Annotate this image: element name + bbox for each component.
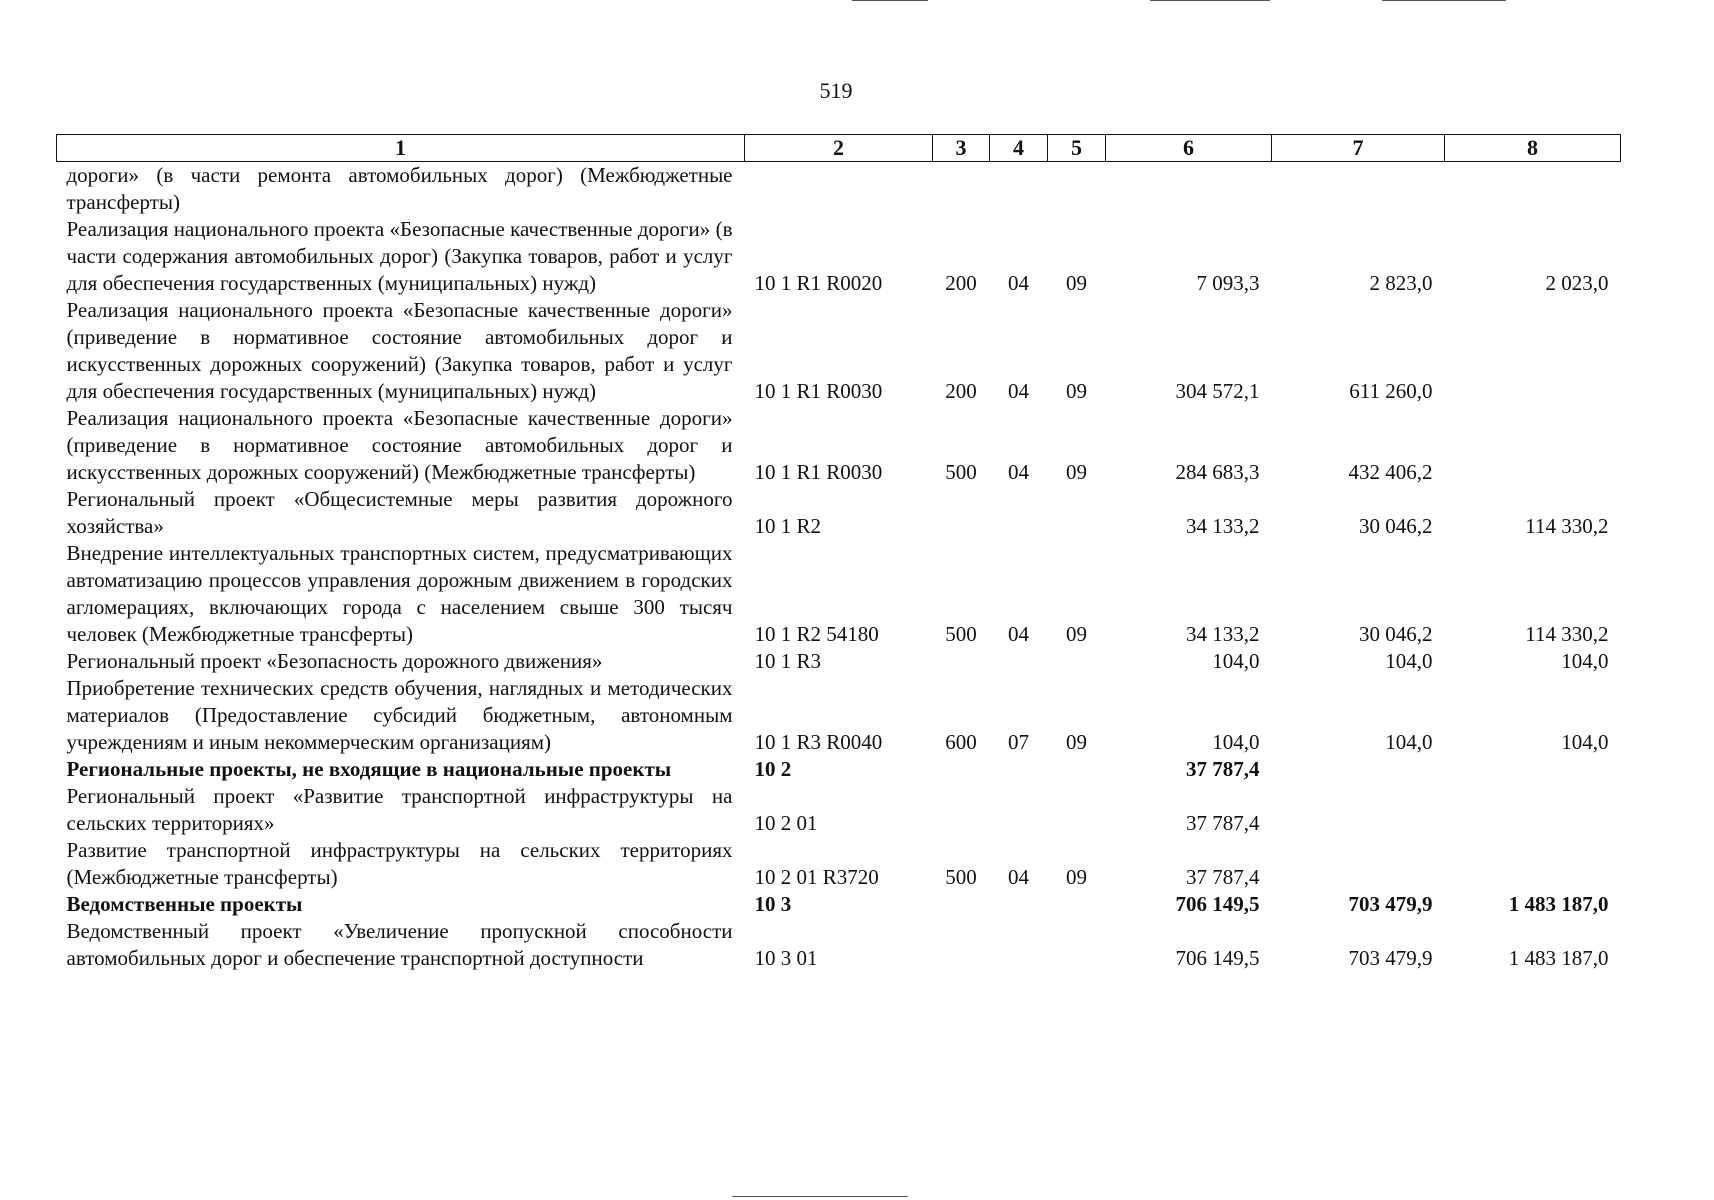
row-col-5 (1048, 918, 1106, 972)
row-col-3: 500 (945, 460, 977, 484)
row-value-6: 7 093,3 (1196, 271, 1260, 295)
row-value-8 (1445, 297, 1621, 405)
row-col-5 (1048, 648, 1106, 675)
row-col-4: 04 (1008, 460, 1029, 484)
row-value-6 (1106, 162, 1272, 217)
row-code: 10 1 R2 54180 (754, 622, 879, 646)
row-col-4 (990, 162, 1048, 217)
row-col-5: 09 (1066, 460, 1087, 484)
row-col-5: 09 (1066, 730, 1087, 754)
row-col-4 (990, 783, 1048, 837)
table-row (57, 648, 1621, 675)
row-code: 10 1 R3 R0040 (754, 730, 883, 754)
row-col-3: 500 (945, 622, 977, 646)
table-row (57, 216, 1621, 297)
column-header-5: 5 (1048, 135, 1106, 162)
row-value-7: 432 406,2 (1348, 460, 1433, 484)
row-value-7 (1272, 162, 1445, 217)
row-code: 10 1 R3 (754, 649, 822, 673)
row-value-7: 30 046,2 (1359, 622, 1433, 646)
row-value-6: 304 572,1 (1175, 379, 1260, 403)
row-col-5 (1048, 756, 1106, 783)
row-col-5 (1048, 783, 1106, 837)
row-value-8 (1445, 783, 1621, 837)
table-row (57, 918, 1621, 972)
row-col-4: 04 (1008, 865, 1029, 889)
row-col-5: 09 (1066, 622, 1087, 646)
table-row (57, 756, 1621, 783)
row-col-4: 04 (1008, 271, 1029, 295)
row-value-7: 104,0 (1385, 649, 1433, 673)
row-col-3 (933, 162, 990, 217)
row-col-3: 200 (945, 271, 977, 295)
row-value-6: 706 149,5 (1175, 946, 1260, 970)
row-code: 10 2 (754, 757, 792, 781)
row-value-8 (1445, 405, 1621, 486)
row-value-7: 611 260,0 (1349, 379, 1433, 403)
row-col-5: 09 (1066, 865, 1087, 889)
row-name: Региональный проект «Общесистемные меры развития дорожного хозяйства» (66, 487, 733, 538)
table-row (57, 486, 1621, 540)
row-value-6: 284 683,3 (1175, 460, 1260, 484)
row-col-3 (933, 891, 990, 918)
table-row (57, 837, 1621, 891)
row-col-3 (933, 648, 990, 675)
row-name: Развитие транспортной инфраструктуры на сельских территориях (Межбюджетные трансферты) (66, 838, 733, 889)
row-col-3: 600 (945, 730, 977, 754)
row-col-4: 04 (1008, 622, 1029, 646)
row-code: 10 1 R1 R0030 (754, 460, 883, 484)
row-value-8 (1445, 837, 1621, 891)
row-value-6: 34 133,2 (1186, 514, 1260, 538)
row-name: Ведомственный проект «Увеличение пропускной способности автомобильных дорог и обеспечение транспортной доступности (66, 919, 733, 970)
row-code: 10 3 (754, 892, 792, 916)
row-col-4 (990, 648, 1048, 675)
row-code: 10 2 01 R3720 (754, 865, 879, 889)
row-col-5: 09 (1066, 379, 1087, 403)
row-value-7: 104,0 (1385, 730, 1433, 754)
table-row (57, 783, 1621, 837)
row-value-7: 30 046,2 (1359, 514, 1433, 538)
column-header-1: 1 (57, 135, 745, 162)
table-row (57, 405, 1621, 486)
row-value-6: 34 133,2 (1186, 622, 1260, 646)
table-header-row (57, 135, 1621, 162)
column-header-7: 7 (1272, 135, 1445, 162)
row-name: Реализация национального проекта «Безопасные качественные дороги» (в части содержания автомобильных дорог) (Закупка товаров, работ и услуг для обеспечения государственных (муниципальных) нужд) (66, 217, 733, 295)
row-value-8: 114 330,2 (1525, 622, 1609, 646)
row-col-3: 500 (945, 865, 977, 889)
row-value-8: 1 483 187,0 (1508, 892, 1609, 916)
row-value-6: 37 787,4 (1186, 811, 1260, 835)
column-header-2: 2 (745, 135, 933, 162)
row-value-7 (1272, 837, 1445, 891)
row-col-3 (933, 783, 990, 837)
row-value-8: 1 483 187,0 (1508, 946, 1609, 970)
row-code: 10 3 01 (754, 946, 818, 970)
row-value-6: 104,0 (1212, 730, 1260, 754)
row-value-7: 2 823,0 (1369, 271, 1433, 295)
table-row (57, 540, 1621, 648)
page-number: 519 (819, 78, 853, 103)
table-row (57, 675, 1621, 756)
row-col-4: 04 (1008, 379, 1029, 403)
row-name: Региональные проекты, не входящие в национальные проекты (66, 757, 672, 781)
row-value-7: 703 479,9 (1348, 892, 1433, 916)
row-name: Реализация национального проекта «Безопасные качественные дороги» (приведение в нормативное состояние автомобильных дорог и искусственных дорожных сооружений) (Закупка товаров, работ и услуг для обеспечения государственных (муниципальных) нужд) (66, 298, 733, 403)
row-col-3 (933, 918, 990, 972)
row-code: 10 1 R1 R0020 (754, 271, 883, 295)
row-col-5: 09 (1066, 271, 1087, 295)
column-header-8: 8 (1445, 135, 1621, 162)
budget-table (56, 134, 1621, 972)
row-code: 10 1 R2 (754, 514, 822, 538)
column-header-4: 4 (990, 135, 1048, 162)
row-value-6: 37 787,4 (1186, 865, 1260, 889)
row-name: Реализация национального проекта «Безопасные качественные дороги» (приведение в нормативное состояние автомобильных дорог и искусственных дорожных сооружений) (Межбюджетные трансферты) (66, 406, 733, 484)
row-value-7 (1272, 756, 1445, 783)
column-header-6: 6 (1106, 135, 1272, 162)
row-value-6: 104,0 (1212, 649, 1260, 673)
row-col-4 (990, 756, 1048, 783)
row-name: Региональный проект «Развитие транспортной инфраструктуры на сельских территориях» (66, 784, 733, 835)
row-value-7 (1272, 783, 1445, 837)
row-name: Внедрение интеллектуальных транспортных систем, предусматривающих автоматизацию процессов управления дорожным движением в городских агломерациях, включающих города с населением свыше 300 тысяч человек (Межбюджетные трансферты) (66, 541, 733, 646)
row-col-3 (933, 756, 990, 783)
row-value-8 (1445, 162, 1621, 217)
row-col-5 (1048, 162, 1106, 217)
row-value-8: 2 023,0 (1545, 271, 1609, 295)
row-col-5 (1048, 891, 1106, 918)
row-code: 10 2 01 (754, 811, 818, 835)
row-value-6: 706 149,5 (1175, 892, 1260, 916)
column-header-3: 3 (933, 135, 990, 162)
row-col-3 (933, 486, 990, 540)
row-col-4 (990, 891, 1048, 918)
table-row (57, 162, 1621, 217)
row-value-6: 37 787,4 (1186, 757, 1260, 781)
row-value-7: 703 479,9 (1348, 946, 1433, 970)
table-row (57, 891, 1621, 918)
table-row (57, 297, 1621, 405)
row-col-5 (1048, 486, 1106, 540)
row-name: Региональный проект «Безопасность дорожного движения» (66, 649, 603, 673)
row-code (745, 162, 933, 217)
row-col-4 (990, 918, 1048, 972)
row-value-8 (1445, 756, 1621, 783)
row-col-3: 200 (945, 379, 977, 403)
row-col-4: 07 (1008, 730, 1029, 754)
row-col-4 (990, 486, 1048, 540)
row-code: 10 1 R1 R0030 (754, 379, 883, 403)
row-value-8: 104,0 (1561, 730, 1609, 754)
row-value-8: 104,0 (1561, 649, 1609, 673)
row-value-8: 114 330,2 (1525, 514, 1609, 538)
row-name: Ведомственные проекты (66, 892, 303, 916)
table-body (57, 162, 1621, 973)
row-name: дороги» (в части ремонта автомобильных дорог) (Межбюджетные трансферты) (66, 163, 733, 214)
row-name: Приобретение технических средств обучения, наглядных и методических материалов (Предоставление субсидий бюджетным, автономным учреждениям и иным некоммерческим организациям) (66, 676, 733, 754)
